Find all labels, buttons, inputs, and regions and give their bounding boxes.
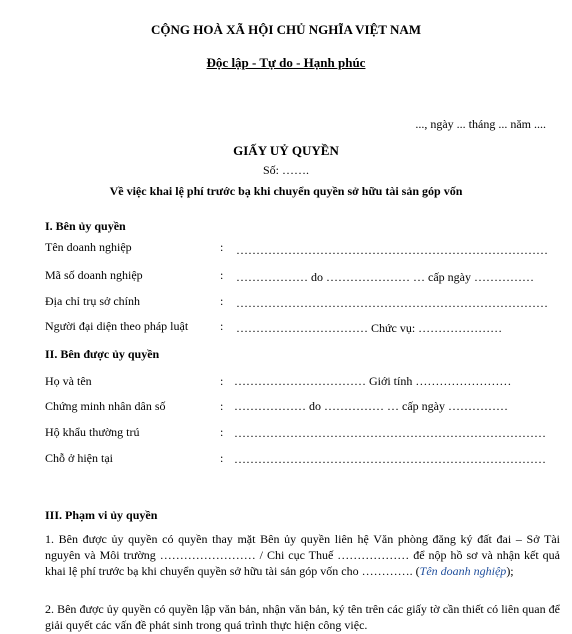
- field-value: …………………………… Chức vụ: …………………: [236, 321, 503, 335]
- field-colon: :: [220, 240, 224, 254]
- field-label: Hộ khẩu thường trú: [45, 425, 140, 439]
- field-label: Người đại diện theo pháp luật: [45, 319, 189, 333]
- document-subject: Về việc khai lệ phí trước bạ khi chuyển quyền sở hữu tài sản góp vốn: [109, 184, 463, 198]
- field-label: Mã số doanh nghiệp: [45, 268, 143, 282]
- field-colon: :: [220, 319, 224, 333]
- section1-heading: I. Bên ủy quyền: [45, 219, 126, 233]
- section2-heading: II. Bên được ủy quyền: [45, 347, 160, 361]
- company-name-placeholder: Tên doanh nghiệp: [419, 564, 507, 578]
- nation-heading: CỘNG HOÀ XÃ HỘI CHỦ NGHĨA VIỆT NAM: [150, 22, 422, 37]
- scope-paragraph-1-end: );: [506, 564, 514, 578]
- field-value: ……………………………………………………………………: [234, 426, 546, 440]
- field-colon: :: [220, 399, 224, 413]
- field-value: …………………………… Giới tính ……………………: [234, 374, 512, 388]
- field-label: Họ và tên: [45, 374, 92, 388]
- field-colon: :: [220, 374, 224, 388]
- field-colon: :: [220, 451, 224, 465]
- field-colon: :: [220, 268, 224, 282]
- field-label: Tên doanh nghiệp: [45, 240, 132, 254]
- motto: Độc lập - Tự do - Hạnh phúc: [206, 55, 366, 70]
- field-label: Chứng minh nhân dân số: [45, 399, 166, 413]
- document-title: GIẤY UỶ QUYỀN: [233, 143, 339, 158]
- scope-paragraph-2: 2. Bên được ủy quyền có quyền lập văn bản, nhận văn bản, ký tên trên các giấy tờ cần thiết có liên quan để giải quyết các vấn đề phát sinh trong quá trình thực hiện công việc.: [45, 602, 560, 632]
- section3-heading: III. Phạm vi ủy quyền: [45, 508, 158, 522]
- field-label: Chỗ ở hiện tại: [45, 451, 114, 465]
- field-label: Địa chỉ trụ sở chính: [45, 294, 140, 308]
- scope-paragraph-1: [45, 531, 560, 579]
- date-line: ..., ngày ... tháng ... năm ....: [415, 117, 546, 131]
- document-number: Số: …….: [262, 163, 309, 177]
- field-colon: :: [220, 294, 224, 308]
- field-value: ……………………………………………………………………: [236, 296, 548, 310]
- scope-paragraph-1-text: 1. Bên được ủy quyền có quyền thay mặt Bên ủy quyền liên hệ Văn phòng đăng ký đất đai – Sở Tài nguyên và Môi trường …………………… / Chi cục Thuế ……………… để nộp hồ sơ và nhận kết quả khai lệ phí trước bạ khi chuyển quyền sở hữu tài sản góp vốn cho …………. (: [45, 532, 560, 578]
- field-value: ……………… do ………………… … cấp ngày ……………: [236, 270, 534, 284]
- field-value: ……………………………………………………………………: [234, 452, 546, 466]
- field-colon: :: [220, 425, 224, 439]
- field-value: ……………… do …………… … cấp ngày ……………: [234, 399, 508, 413]
- field-value: ……………………………………………………………………: [236, 243, 548, 257]
